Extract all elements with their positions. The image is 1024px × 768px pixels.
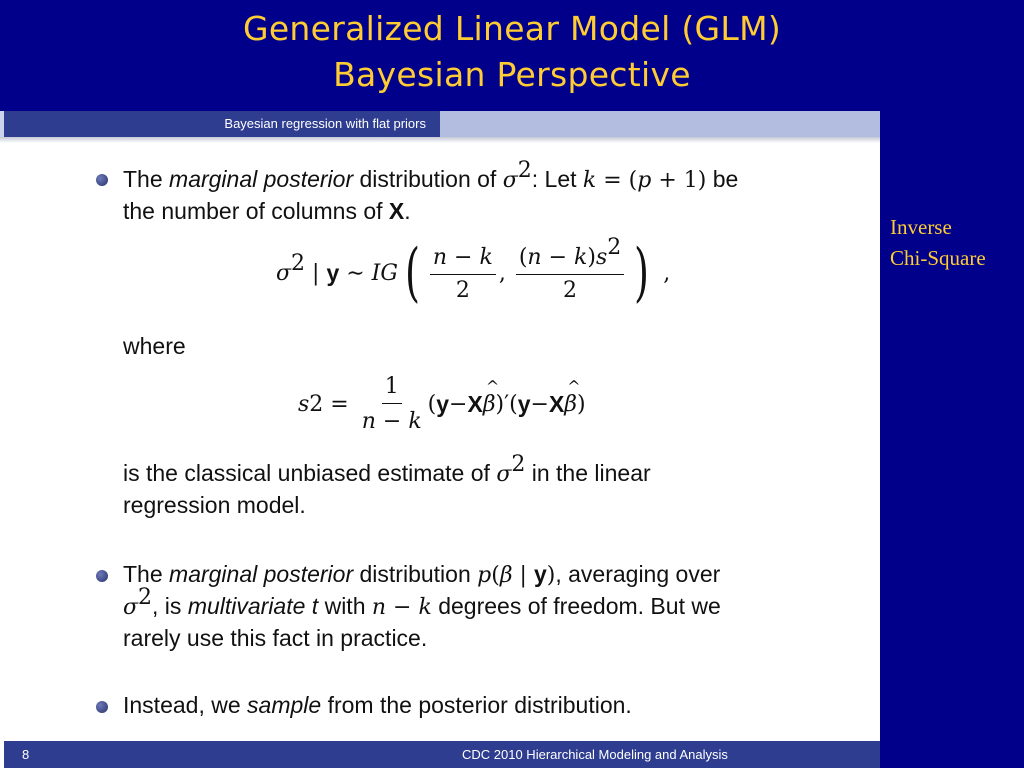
equation-inverse-gamma: $\sigma^2$ | y ∼ IG ( $\frac{n - k}{2}$ , $\frac{(n - k)s^2}{2}$ ) , [276, 234, 671, 310]
bullet-1-line-2: the number of columns of X. [123, 198, 411, 224]
bullet-3-marker [96, 701, 108, 713]
page-number: 8 [22, 747, 30, 762]
where-text: where [123, 333, 186, 359]
bullet-2-line-3: rarely use this fact in practice. [123, 625, 428, 651]
side-note [890, 212, 986, 274]
bullet-2-line-2: $\sigma^2$, is multivariate t with n − k degrees of freedom. But we [123, 585, 721, 620]
bullet-1-line-4: regression model. [123, 492, 306, 518]
footer-left [4, 741, 440, 768]
bullet-3-line-1: Instead, we sample from the posterior distribution. [123, 692, 632, 718]
beamer-header-title: Bayesian regression with flat priors [4, 111, 440, 137]
equation-s-squared: s 2 = $\frac{1}{n - k}$ ( y − X ^ β )′( y − X ^ β ) [298, 373, 586, 436]
bullet-1-marker [96, 174, 108, 186]
slide-title [0, 6, 1024, 98]
bullet-2-marker [96, 570, 108, 582]
side-note-line-2: Chi-Square [890, 246, 986, 270]
bullet-1-line-1: The marginal posterior distribution of $\sigma^2$: Let k = (p + 1) be [123, 158, 739, 193]
side-note-line-1: Inverse [890, 215, 952, 239]
embedded-beamer-slide [0, 111, 880, 768]
beamer-footer [0, 741, 880, 768]
sigma-squared: $\sigma^2$ [502, 158, 532, 193]
bullet-2-line-1: The marginal posterior distribution p(β | y), averaging over [123, 561, 721, 588]
k-definition: k [582, 168, 597, 193]
slide-title-line-2: Bayesian Perspective [333, 55, 691, 94]
footer-title: CDC 2010 Hierarchical Modeling and Analysis [440, 741, 880, 768]
slide-title-line-1: Generalized Linear Model (GLM) [242, 9, 782, 48]
bullet-1-line-3: is the classical unbiased estimate of $\sigma^2$ in the linear [123, 452, 651, 487]
slide-content [0, 111, 880, 768]
